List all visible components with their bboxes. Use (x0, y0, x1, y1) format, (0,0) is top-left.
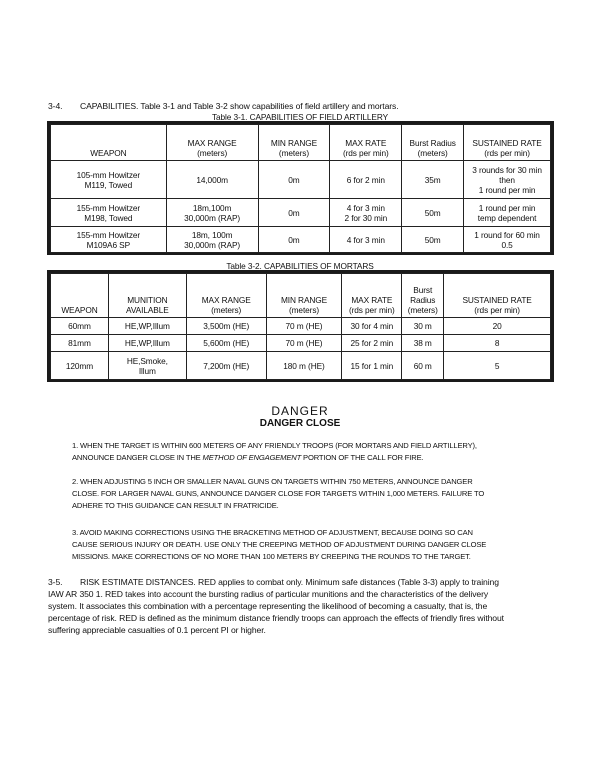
table-row (51, 352, 551, 380)
table2-cell-line: 60 m (413, 360, 432, 371)
danger-p2-line-3: ADHERE TO THIS GUIDANCE CAN RESULT IN FRATRICIDE. (72, 501, 279, 510)
table1-cell-line: temp dependent (477, 212, 537, 223)
table1-cell-line: 18m, 100m (191, 229, 233, 240)
table1-cell (330, 199, 402, 227)
table2-header-line: Radius (410, 295, 436, 305)
table2-cell-line: 8 (494, 338, 500, 348)
table1-cell (166, 199, 258, 227)
table2-header-line: (meters) (288, 305, 320, 315)
table2-cell-line: 180 m (HE) (283, 360, 325, 371)
table-3-2 (50, 273, 551, 380)
table2-cell (51, 318, 109, 335)
table2-cell (444, 318, 551, 335)
risk-line-3: system. It associates this combination with a percentage representing the likelihood of becoming a casualty, that is, the (48, 601, 488, 611)
risk-line-2: IAW AR 350 1. RED takes into account the bursting radius of particular munitions and the characteristics of the delivery (48, 589, 489, 599)
table2-cell (402, 352, 444, 380)
table1-cell (258, 161, 330, 199)
danger-p1-pre: ANNOUNCE DANGER CLOSE IN THE (72, 453, 203, 462)
table2-cell-line: 30 for 4 min (350, 321, 394, 331)
table1-cell (166, 161, 258, 199)
table1-cell-line: 0m (288, 174, 300, 185)
table1-cell-line: 0.5 (501, 239, 513, 250)
table1-cell-line: 4 for 3 min (346, 202, 385, 213)
table2-cell (342, 318, 402, 335)
table2-cell (266, 335, 342, 352)
table1-header-line: (meters) (417, 148, 448, 158)
table2-cell-line: 25 for 2 min (350, 338, 394, 348)
risk-line-1: 3-5. RISK ESTIMATE DISTANCES. RED applies to combat only. Minimum safe distances (Table 3-3) apply to training (48, 577, 499, 587)
table1-cell (166, 227, 258, 253)
table2-cell (402, 335, 444, 352)
table1-cell (464, 199, 551, 227)
table1-cell (402, 161, 464, 199)
table2-header-line: AVAILABLE (126, 305, 169, 315)
table1-cell (402, 199, 464, 227)
table1-cell-line: 105-mm Howitzer (76, 169, 141, 180)
table2-cell-line: Illum (138, 365, 156, 376)
table2-cell-line: 30 m (413, 321, 432, 331)
table2-header-line: MUNITION (127, 295, 168, 305)
table2-header-cell (51, 274, 109, 318)
table2-cell-line: 5,600m (HE) (203, 338, 250, 348)
danger-p2-line-2: CLOSE. FOR LARGER NAVAL GUNS, ANNOUNCE DANGER CLOSE FOR TARGETS WITHIN 1,000 METERS. FAILURE TO (72, 489, 485, 498)
table1-header-line: WEAPON (90, 148, 127, 158)
danger-p1-line-2 (72, 452, 532, 464)
table2-cell-line: 20 (492, 321, 502, 331)
table1-header-cell (166, 125, 258, 161)
table1-cell-line: 30,000m (RAP) (184, 212, 241, 223)
table1-cell-line: M109A6 SP (86, 239, 131, 250)
table1-cell (464, 161, 551, 199)
risk-line-4: percentage of risk. RED is defined as the minimum distance friendly troops can approach the effects of friendly fires without (48, 613, 504, 623)
section-number: 3-5. (48, 577, 63, 587)
table2-cell (402, 318, 444, 335)
table1-cell-line: 0m (288, 234, 300, 245)
table2-header-cell (402, 274, 444, 318)
table2-cell (108, 335, 186, 352)
table2-cell-line: 5 (494, 360, 500, 371)
table1-cell-line: 1 round per min (478, 202, 536, 213)
table1-header-cell (402, 125, 464, 161)
danger-paragraph-1 (72, 440, 532, 464)
table2-cell (266, 352, 342, 380)
table2-header-cell (108, 274, 186, 318)
table1-cell-line: 14,000m (196, 174, 228, 185)
table1-header-line: MAX RATE (345, 138, 387, 148)
table1-header-line: (rds per min) (342, 148, 389, 158)
table2-cell (266, 318, 342, 335)
table2-cell (186, 352, 266, 380)
table1-cell (402, 227, 464, 253)
table2-header-line: (rds per min) (474, 305, 520, 315)
table2-header-line: WEAPON (61, 305, 98, 315)
table1-cell-line: 1 round for 60 min (474, 229, 540, 240)
table-row (51, 227, 551, 253)
table1-cell (464, 227, 551, 253)
table1-cell-line: 18m,100m (192, 202, 232, 213)
table1-header-line: (meters) (197, 148, 228, 158)
table2-cell-line: 70 m (HE) (285, 338, 323, 348)
danger-p3-line-1: 3. AVOID MAKING CORRECTIONS USING THE BRACKETING METHOD OF ADJUSTMENT, BECAUSE DOING SO CAN (72, 528, 473, 537)
danger-paragraph-3 (72, 527, 532, 563)
section-3-4-intro (48, 100, 568, 112)
table1-cell-line: 0m (288, 207, 300, 218)
table1-cell-line: 2 for 30 min (344, 212, 388, 223)
table2-cell-line: HE,Smoke, (126, 355, 168, 366)
table1-cell (330, 227, 402, 253)
table-row (51, 318, 551, 335)
table1-header-cell (51, 125, 167, 161)
table2-cell (186, 318, 266, 335)
table2-cell (342, 352, 402, 380)
table2-header-line: (meters) (407, 305, 438, 315)
danger-subtitle: DANGER CLOSE (259, 418, 341, 429)
table-row (51, 335, 551, 352)
table1-cell-line: 30,000m (RAP) (184, 239, 241, 250)
table2-cell-line: 7,200m (HE) (203, 360, 250, 371)
table2-cell-line: 120mm (65, 360, 94, 371)
intro-text: CAPABILITIES. Table 3-1 and Table 3-2 show capabilities of field artillery and mortars. (80, 101, 399, 111)
table1-cell (258, 199, 330, 227)
table1-cell-line: 6 for 2 min (346, 174, 385, 185)
table2-cell (444, 352, 551, 380)
table2-cell-line: 3,500m (HE) (203, 321, 250, 331)
table1-header-line: SUSTAINED RATE (472, 138, 542, 148)
table1-cell-line: 4 for 3 min (346, 234, 385, 245)
table2-cell (186, 335, 266, 352)
table2-cell (108, 318, 186, 335)
danger-paragraph-2 (72, 476, 532, 512)
table1-cell-line: 155-mm Howitzer (76, 229, 141, 240)
danger-p1-post: PORTION OF THE CALL FOR FIRE. (301, 453, 424, 462)
table2-header-line: (rds per min) (348, 305, 395, 315)
table2-cell (51, 335, 109, 352)
table2-cell (51, 352, 109, 380)
danger-p1-italic: METHOD OF ENGAGEMENT (202, 453, 302, 462)
table-3-1-caption: Table 3-1. CAPABILITIES OF FIELD ARTILLERY (211, 112, 389, 122)
table1-header-cell (464, 125, 551, 161)
table2-cell-line: 70 m (HE) (285, 321, 323, 331)
table1-cell-line: 3 rounds for 30 min (472, 164, 542, 175)
danger-p3-line-3: MISSIONS. MAKE CORRECTIONS OF NO MORE THAN 100 METERS BY CREEPING THE ROUNDS TO THE TARGET. (72, 552, 471, 561)
table2-header-cell (444, 274, 551, 318)
table2-cell-line: HE,WP,Illum (124, 338, 170, 348)
table1-cell (330, 161, 402, 199)
table2-header-cell (266, 274, 342, 318)
table2-header-line: SUSTAINED RATE (462, 295, 532, 305)
table2-header-line: (meters) (211, 305, 242, 315)
table2-header-line: Burst (413, 285, 433, 295)
danger-p3-line-2: CAUSE SERIOUS INJURY OR DEATH. USE ONLY THE CREEPING METHOD OF ADJUSTMENT DURING DANGER CLOSE (72, 540, 487, 549)
danger-p2-line-1: 2. WHEN ADJUSTING 5 INCH OR SMALLER NAVAL GUNS ON TARGETS WITHIN 750 METERS, ANNOUNCE DANGER (72, 477, 473, 486)
table1-cell-line: 1 round per min (478, 184, 536, 195)
table1-header-cell (258, 125, 330, 161)
table2-header-cell (342, 274, 402, 318)
table1-cell-line: then (499, 174, 515, 185)
danger-title: DANGER (271, 404, 329, 418)
table2-cell-line: HE,WP,Illum (124, 321, 170, 331)
table-3-1 (50, 124, 551, 253)
table2-cell-line: 81mm (68, 338, 91, 348)
table1-header-cell (330, 125, 402, 161)
table1-cell-line: M119, Towed (84, 179, 133, 190)
table2-cell (444, 335, 551, 352)
table1-cell-line: 50m (424, 234, 441, 245)
table1-cell (258, 227, 330, 253)
risk-line-5: suffering appreciable casualties of 0.1 percent PI or higher. (48, 625, 266, 635)
table2-cell-line: 60mm (68, 321, 91, 331)
table1-header-line: (rds per min) (484, 148, 530, 158)
table2-cell (108, 352, 186, 380)
table1-header-line: MIN RANGE (270, 138, 318, 148)
table1-cell-line: 155-mm Howitzer (76, 202, 141, 213)
table2-cell-line: 38 m (413, 338, 432, 348)
table1-cell (51, 161, 167, 199)
table2-cell (342, 335, 402, 352)
table-row (51, 161, 551, 199)
table1-cell-line: 35m (424, 174, 441, 185)
table2-cell-line: 15 for 1 min (350, 360, 394, 371)
table-row (51, 199, 551, 227)
table2-header-line: MAX RANGE (201, 295, 251, 305)
table1-header-line: (meters) (278, 148, 309, 158)
section-number: 3-4. (48, 101, 63, 111)
table1-cell-line: 50m (424, 207, 441, 218)
table2-header-line: MAX RATE (351, 295, 393, 305)
table-3-2-caption: Table 3-2. CAPABILITIES OF MORTARS (226, 261, 374, 271)
danger-p1-line-1: 1. WHEN THE TARGET IS WITHIN 600 METERS OF ANY FRIENDLY TROOPS (FOR MORTARS AND FIELD ARTILLERY), (72, 441, 477, 450)
table2-header-line: MIN RANGE (280, 295, 328, 305)
table1-cell-line: M198, Towed (84, 212, 133, 223)
table1-cell (51, 227, 167, 253)
section-3-5 (48, 576, 568, 636)
table2-header-cell (186, 274, 266, 318)
table1-header-line: Burst Radius (409, 138, 456, 148)
table1-header-line: MAX RANGE (187, 138, 237, 148)
table1-cell (51, 199, 167, 227)
